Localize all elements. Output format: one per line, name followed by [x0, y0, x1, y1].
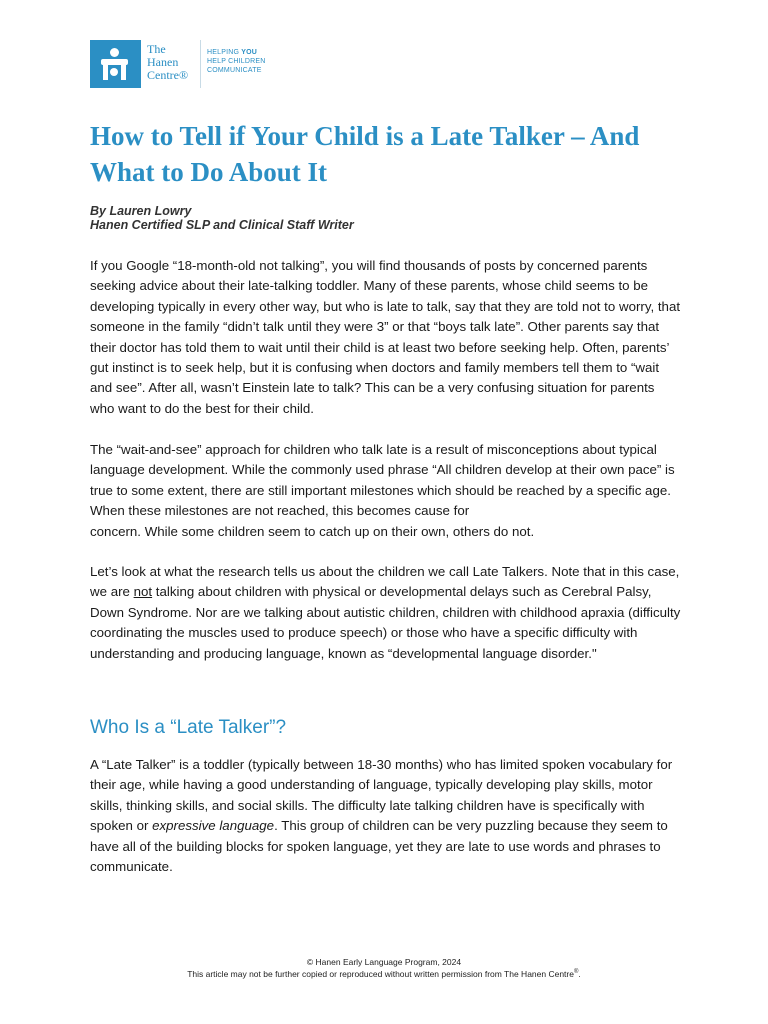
paragraph-4-emphasis: expressive language: [152, 818, 275, 834]
paragraph-2-part-b: concern. While some children seem to catch up on their own, others do not.: [90, 523, 535, 539]
logo-tag-line1a: HELPING: [207, 49, 242, 56]
paragraph-3-underline-not: not: [133, 584, 153, 600]
author-name: By Lauren Lowry: [90, 204, 192, 218]
paragraph-3-part-a: Let’s look at what the research tells us about the children we call Late Talkers. Note that in this case, we are: [90, 564, 680, 600]
paragraph-4-part-a: A “Late Talker” is a toddler (typically between 18-30 months) who has limited spoken vocabulary for their age, while having a good understanding of language, typically developing play skills, motor skills, thinking skills, and social skills. The difficulty late talking children have is specifically with spoken or: [90, 757, 673, 834]
logo-tag-line1b: YOU: [241, 49, 258, 56]
logo-name-line3: Centre®: [147, 68, 189, 82]
section-heading: Who Is a “Late Talker”?: [90, 717, 287, 738]
article-title: How to Tell if Your Child is a Late Talker – And What to Do About It: [90, 121, 640, 187]
footer-notice: [0, 969, 768, 980]
footer-notice-text: This article may not be further copied or reproduced without written permission from The Hanen Centre: [187, 969, 574, 979]
paragraph-2: [90, 440, 682, 542]
paragraph-1: If you Google “18-month-old not talking”, you will find thousands of posts by concerned parents seeking advice about their late-talking toddler. Many of these parents, whose child seems to be developing typically in every other way, but who is late to talk, say that they are told not to worry, that someone in the family “didn’t talk until they were 3” or that “boys talk late”. Other parents say that their doctor has told them to wait until their child is at least two before seeking help. Often, parents’ gut instinct is to seek help, but it is confusing when doctors and family members tell them to “wait and see”. After all, wasn’t Einstein late to talk? This can be a very confusing situation for parents who want to do the best for their child.: [90, 258, 681, 416]
footer-registered-mark: ®: [573, 969, 579, 976]
hanen-logo-icon: [90, 40, 141, 88]
logo-wordmark: [147, 43, 195, 82]
hanen-logo: [90, 40, 266, 88]
logo-divider: [200, 40, 201, 88]
logo-tag-line2: HELP CHILDREN: [207, 58, 266, 65]
author-role: Hanen Certified SLP and Clinical Staff Writer: [90, 218, 354, 232]
footer-copyright: © Hanen Early Language Program, 2024: [306, 957, 462, 967]
paragraph-3-part-b: talking about children with physical or developmental delays such as Cerebral Palsy, Down Syndrome. Nor are we talking about autistic children, children with childhood apraxia (difficulty coordinating the muscles used to produce speech) or those who have a specific difficulty with understanding and producing language, known as “developmental language disorder.": [90, 584, 681, 661]
paragraph-2-part-a: The “wait-and-see” approach for children who talk late is a result of misconceptions about typical language development. While the commonly used phrase “All children develop at their own pace” is true to some extent, there are still important milestones which should be reached by a specific age. When these milestones are not reached, this becomes cause for: [90, 442, 675, 519]
byline: [90, 204, 354, 232]
logo-tagline: [207, 48, 266, 75]
paragraph-3: [90, 562, 682, 664]
paragraph-4: [90, 755, 682, 877]
footer-notice-end: .: [578, 969, 581, 979]
logo-name-line1: The: [147, 42, 166, 56]
logo-name-line2: Hanen: [147, 55, 179, 69]
logo-tag-line3: COMMUNICATE: [207, 67, 262, 74]
paragraph-4-part-b: . This group of children can be very puzzling because they seem to have all of the building blocks for spoken language, yet they are late to use words and phrases to communicate.: [90, 818, 668, 875]
